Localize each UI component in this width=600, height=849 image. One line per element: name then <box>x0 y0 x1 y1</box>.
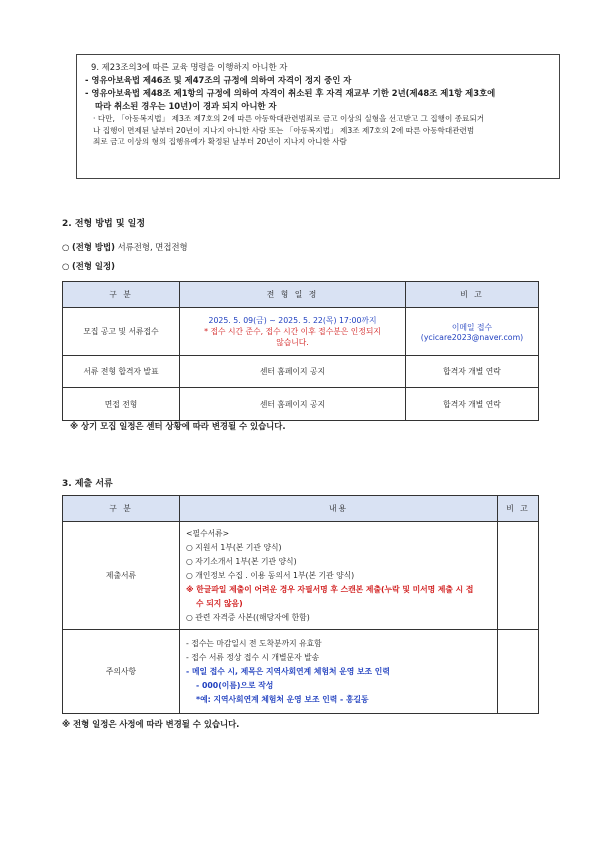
row-category: 모집 공고 및 서류접수 <box>63 308 180 356</box>
schedule-note: ※ 상기 모집 일정은 센터 상황에 따라 변경될 수 있습니다. <box>70 421 286 431</box>
docs-content <box>180 522 498 630</box>
caution-mail-example: *예: 지역사회연계 체험처 운영 보조 인력 - 홍길동 <box>196 694 369 704</box>
table-row <box>63 308 539 356</box>
qual-item-b <box>85 87 551 113</box>
qual-item-a: - 영유아보육법 제46조 및 제47조의 규정에 의하여 자격이 정지 중인 자 <box>85 75 352 85</box>
list-item: ○ 자기소개서 1부(본 기관 양식) <box>186 556 297 566</box>
row-date-value: 2025. 5. 09(금) ~ 2025. 5. 22(목) 17:00까지 <box>208 316 377 325</box>
caution-remark <box>498 630 539 714</box>
docs-heading: <필수서류> <box>186 528 230 538</box>
caution-mail-line2: - 000(이름)으로 작성 <box>196 680 274 690</box>
schedule-header-category: 구 분 <box>63 282 180 308</box>
row-remark-email: (ycicare2023@naver.com) <box>420 332 524 342</box>
schedule-label: (전형 일정) <box>71 261 115 271</box>
qual-item-c <box>85 113 551 148</box>
row-category: 서류 전형 합격자 발표 <box>63 356 180 388</box>
row-remark: 합격자 개별 연락 <box>406 356 539 388</box>
qual-item-9: 9. 제23조의3에 따른 교육 명령을 이행하지 아니한 자 <box>91 62 288 72</box>
caution-content <box>180 630 498 714</box>
section2-title: 2. 전형 방법 및 일정 <box>62 219 146 229</box>
qual-item-b-line1: - 영유아보육법 제48조 제1항의 규정에 의하여 자격이 취소된 후 자격 재교부 기한 2년(제48조 제1항 제3호에 <box>85 88 496 98</box>
section3-title: 3. 제출 서류 <box>62 479 113 489</box>
documents-table <box>62 495 539 714</box>
caution-category: 주의사항 <box>63 630 180 714</box>
table-row <box>63 630 539 714</box>
docs-header-remark: 비 고 <box>498 496 539 522</box>
row-remark <box>406 308 539 356</box>
docs-warning-line1: ※ 한글파일 제출이 어려운 경우 자필서명 후 스캔본 제출(누락 및 미서명 제출 시 접 <box>186 584 474 594</box>
row-remark: 합격자 개별 연락 <box>406 388 539 421</box>
method-value: 서류전형, 면접전형 <box>117 242 188 252</box>
docs-header-category: 구 분 <box>63 496 180 522</box>
method-label: (전형 방법) <box>71 242 115 252</box>
caution-line: - 접수는 마감일시 전 도착분까지 유효함 <box>186 638 322 648</box>
qual-item-c-line3: 죄로 금고 이상의 형의 집행유예가 확정된 날부터 20년이 지나지 아니한 사람 <box>93 137 347 146</box>
row-date: 센터 홈페이지 공지 <box>180 356 406 388</box>
schedule-header-remark: 비 고 <box>406 282 539 308</box>
docs-remark <box>498 522 539 630</box>
row-remark-value: 이메일 접수 <box>451 322 493 332</box>
schedule-header-date: 전 형 일 정 <box>180 282 406 308</box>
list-item: ○ 관련 자격증 사본((해당자에 한함) <box>186 612 310 622</box>
table-row <box>63 356 539 388</box>
list-item: ○ 지원서 1부(본 기관 양식) <box>186 542 282 552</box>
schedule-table <box>62 281 539 421</box>
qual-item-c-line1: · 다만, 「아동복지법」 제3조 제7호의 2에 따른 아동학대관련범죄로 금고 이상의 실형을 선고받고 그 집행이 종료되거 <box>93 114 485 123</box>
docs-warning-line2: 수 되지 않음) <box>196 598 243 608</box>
row-date-note: * 접수 시간 준수, 접수 시간 이후 접수분은 인정되지 않습니다. <box>204 327 381 347</box>
method-line: ○ (전형 방법) 서류전형, 면접전형 <box>62 242 188 252</box>
table-row <box>63 522 539 630</box>
docs-header-content: 내용 <box>180 496 498 522</box>
caution-line: - 접수 서류 정상 접수 시 개별문자 발송 <box>186 652 320 662</box>
row-category: 면접 전형 <box>63 388 180 421</box>
row-date <box>180 308 406 356</box>
qual-item-c-line2: 나 집행이 면제된 날부터 20년이 지나지 아니한 사람 또는 「아동복지법」 제3조 제7호의 2에 따른 아동학대관련범 <box>93 125 475 135</box>
list-item: ○ 개인정보 수집 . 이용 동의서 1부(본 기관 양식) <box>186 570 355 580</box>
qualifications-box <box>76 54 560 179</box>
table-row <box>63 388 539 421</box>
caution-mail-line1: - 메일 접수 시, 제목은 지역사회연계 체험처 운영 보조 인력 <box>186 666 390 676</box>
docs-note: ※ 전형 일정은 사정에 따라 변경될 수 있습니다. <box>62 719 240 729</box>
schedule-line: ○ (전형 일정) <box>62 261 115 271</box>
row-date: 센터 홈페이지 공지 <box>180 388 406 421</box>
docs-category: 제출서류 <box>63 522 180 630</box>
qual-item-b-line2: 따라 취소된 경우는 10년)이 경과 되지 아니한 자 <box>95 101 277 111</box>
